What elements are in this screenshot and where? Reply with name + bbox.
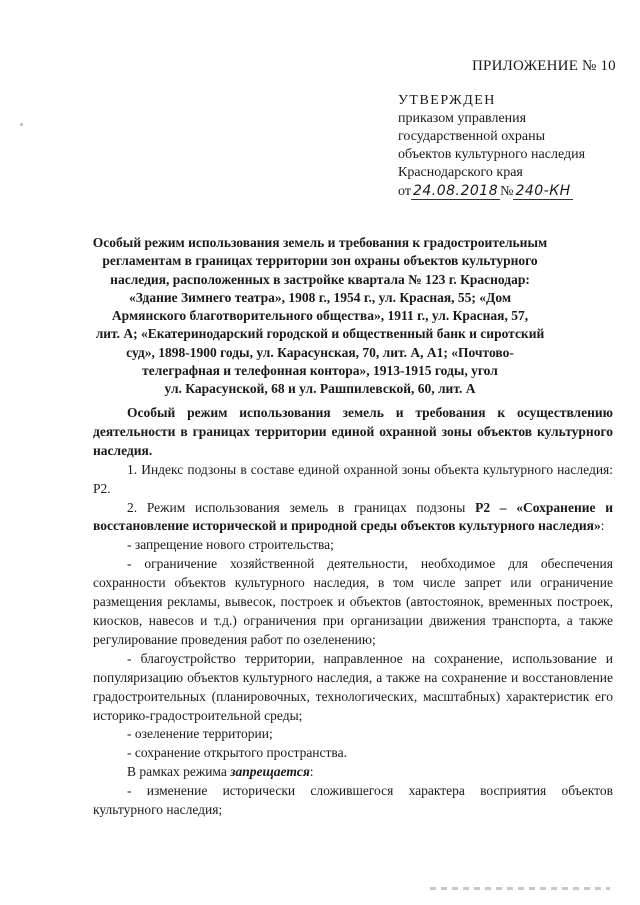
approval-line: государственной охраны <box>398 129 546 144</box>
paragraph-item-2 <box>93 499 613 537</box>
prohibited-word: запрещается <box>230 764 310 780</box>
approval-line: Краснодарского края <box>398 165 523 180</box>
bullet-item: - изменение исторически сложившегося характера восприятия объектов культурного наследия; <box>93 783 613 818</box>
date-prefix: от <box>398 184 411 199</box>
handwritten-number: 240-КН <box>515 183 571 199</box>
prohibited-prefix: В рамках режима <box>127 764 231 780</box>
item2-subzone-name: Р2 – «Сохранение и восстановление исторической и природной среды объектов культурного наследия» <box>93 499 613 534</box>
document-title <box>80 234 560 399</box>
bullet-item: - озеленение территории; <box>127 726 273 742</box>
approval-line: объектов культурного наследия <box>398 147 586 162</box>
approval-date-number <box>398 182 633 201</box>
title-line: наследия, расположенных в застройке квартала № 123 г. Краснодар: <box>110 271 530 287</box>
title-line: регламентам в границах территории зон охраны объектов культурного <box>102 253 538 269</box>
appendix-label: ПРИЛОЖЕНИЕ № 10 <box>472 58 616 74</box>
title-line: лит. А; «Екатеринодарский городской и общественный банк и сиротский <box>95 326 545 342</box>
handwritten-date: 24.08.2018 <box>412 183 499 199</box>
section-heading: Особый режим использования земель и требования к осуществлению деятельности в границах территории единой охранной зоны объектов культурного наследия. <box>93 405 613 458</box>
document-body <box>93 404 613 820</box>
approval-block <box>398 92 633 201</box>
bullet-item: - запрещение нового строительства; <box>127 537 334 553</box>
title-line: суд», 1898-1900 годы, ул. Карасунская, 70, лит. А, А1; «Почтово- <box>126 344 514 360</box>
prohibited-intro <box>93 763 613 782</box>
title-line: Армянского благотворительного общества», 1911 г., ул. Красная, 57, <box>111 308 529 324</box>
item2-suffix: : <box>600 518 605 534</box>
scan-mark <box>20 123 23 126</box>
item2-prefix: 2. Режим использования земель в границах подзоны <box>127 499 476 515</box>
paragraph-item-1: 1. Индекс подзоны в составе единой охранной зоны объекта культурного наследия: Р2. <box>93 461 613 496</box>
scan-footer-noise <box>430 887 610 890</box>
title-line: «Здание Зимнего театра», 1908 г., 1954 г., ул. Красная, 55; «Дом <box>128 289 512 305</box>
prohibited-suffix: : <box>309 764 314 780</box>
bullet-item: - благоустройство территории, направленное на сохранение, использование и популяризацию объектов культурного наследия, а также на сохранение и восстановление градостроительных (планировочных, технологических, масштабных) характеристик его историко-градостроительной среды; <box>93 650 613 723</box>
approval-line: приказом управления <box>398 111 527 126</box>
title-line: телеграфная и телефонная контора», 1913-1915 годы, угол <box>142 363 498 379</box>
approved-heading: УТВЕРЖДЕН <box>398 93 496 108</box>
title-line: ул. Карасунской, 68 и ул. Рашпилевской, 60, лит. А <box>164 381 476 397</box>
bullet-item: - сохранение открытого пространства. <box>127 745 347 761</box>
number-prefix: № <box>500 184 514 199</box>
bullet-item: - ограничение хозяйственной деятельности, необходимое для обеспечения сохранности объектов культурного наследия, в том числе запрет или ограничение размещения рекламы, вывесок, построек и объектов (автостоянок, временных построек, киосков, навесов и т.д.) ограничения при организации движения транспорта, а также регулирование проведения работ по озеленению; <box>93 556 613 647</box>
title-line: Особый режим использования земель и требования к градостроительным <box>92 235 548 250</box>
